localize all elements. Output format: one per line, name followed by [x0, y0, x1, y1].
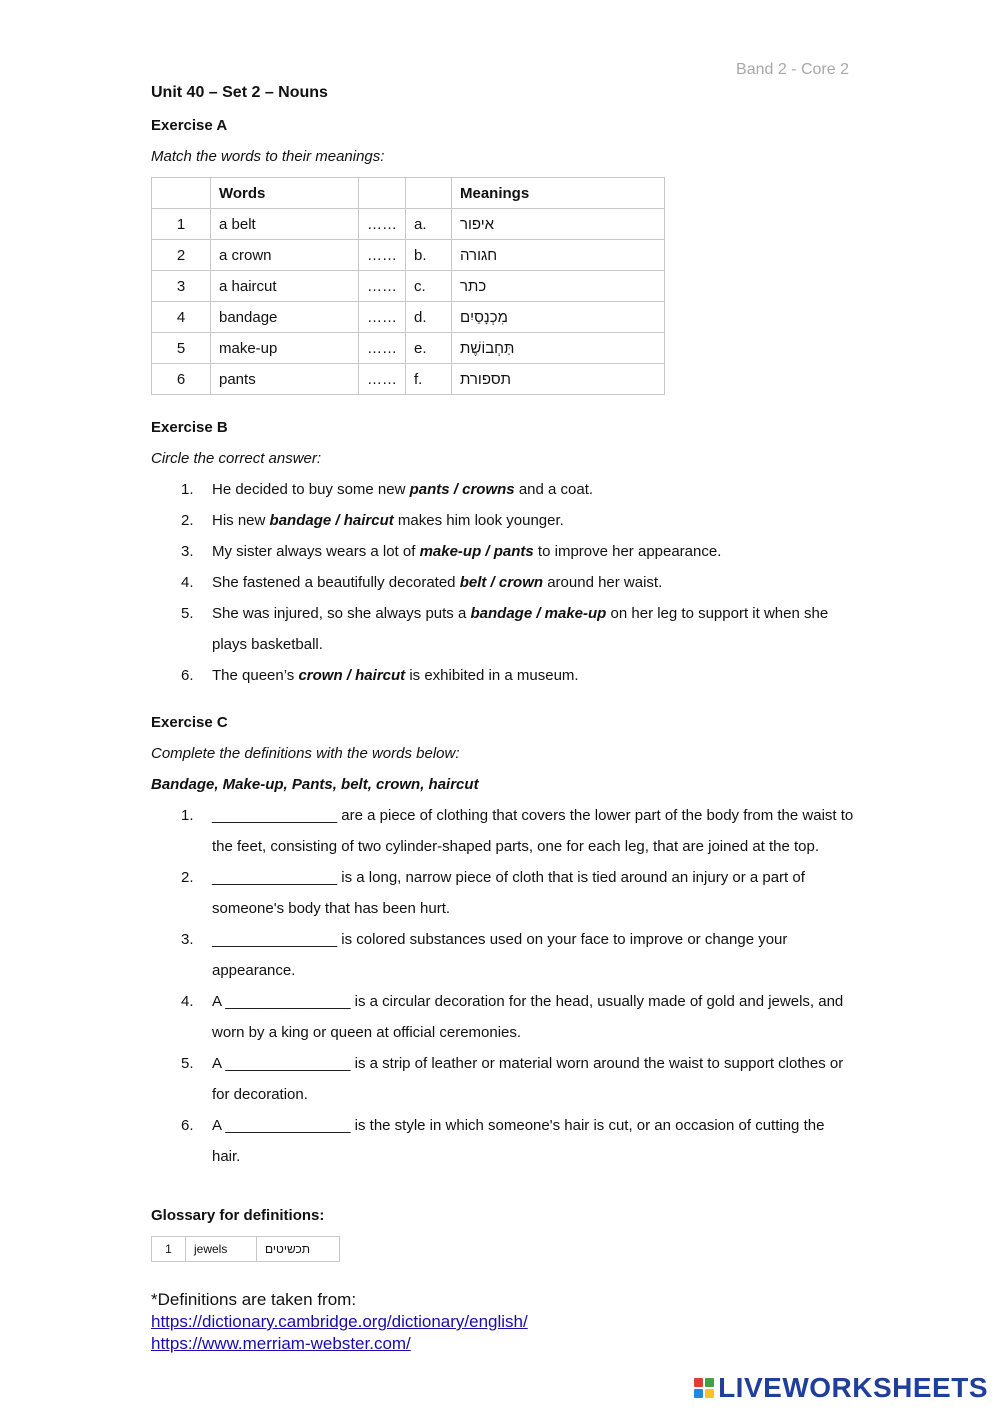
meaning-letter: f. — [406, 364, 452, 395]
word-cell: a haircut — [211, 271, 359, 302]
merriam-webster-link[interactable]: https://www.merriam-webster.com/ — [151, 1334, 411, 1353]
cambridge-link[interactable]: https://dictionary.cambridge.org/dictionary/english/ — [151, 1312, 528, 1331]
meaning-cell: תַּחְבוֹשֶׁת — [460, 339, 515, 357]
list-item — [151, 862, 856, 924]
answer-blank[interactable]: …… — [359, 240, 406, 271]
list-item: 2. His new bandage / haircut makes him look younger. — [151, 505, 856, 536]
logo-square — [705, 1389, 714, 1398]
glossary-word: jewels — [186, 1237, 257, 1262]
definition-text[interactable]: _______________ is colored substances used on your face to improve or change your appearance. — [212, 931, 788, 979]
list-item: 5. She was injured, so she always puts a bandage / make-up on her leg to support it when she plays basketball. — [151, 598, 856, 660]
glossary-meaning: תכשיטים — [265, 1242, 311, 1256]
answer-blank[interactable]: …… — [359, 333, 406, 364]
row-number: 6 — [152, 364, 211, 395]
logo-square — [694, 1378, 703, 1387]
match-row — [152, 209, 665, 240]
list-item — [151, 1110, 856, 1172]
meaning-letter: e. — [406, 333, 452, 364]
match-row — [152, 302, 665, 333]
row-number: 4 — [152, 302, 211, 333]
sources-label: *Definitions are taken from: — [151, 1290, 357, 1309]
meaning-cell: חגורה — [460, 246, 498, 264]
item-number: 1. — [181, 481, 194, 498]
answer-blank[interactable]: …… — [359, 209, 406, 240]
word-cell: bandage — [211, 302, 359, 333]
glossary-table — [151, 1236, 340, 1262]
item-number: 2. — [181, 869, 194, 886]
band-label: Band 2 - Core 2 — [736, 61, 849, 78]
match-table-header — [152, 178, 665, 209]
row-number: 1 — [152, 209, 211, 240]
match-table — [151, 177, 665, 395]
answer-choice[interactable]: make-up / pants — [419, 543, 534, 560]
answer-blank[interactable]: …… — [359, 302, 406, 333]
meaning-cell: תספורת — [460, 370, 512, 388]
item-number: 1. — [181, 807, 194, 824]
word-bank: Bandage, Make-up, Pants, belt, crown, haircut — [151, 776, 479, 793]
item-number: 3. — [181, 931, 194, 948]
exercise-a-instruction: Match the words to their meanings: — [151, 148, 385, 165]
item-number: 5. — [181, 1055, 194, 1072]
meaning-cell: כתר — [460, 277, 487, 295]
item-number: 4. — [181, 574, 194, 591]
exercise-c-instruction: Complete the definitions with the words below: — [151, 745, 460, 762]
answer-choice[interactable]: crown / haircut — [298, 667, 406, 684]
item-number: 4. — [181, 993, 194, 1010]
list-item — [151, 924, 856, 986]
list-item — [151, 800, 856, 862]
list-item — [151, 986, 856, 1048]
meaning-letter: a. — [406, 209, 452, 240]
match-row — [152, 271, 665, 302]
meaning-cell: איפור — [460, 215, 495, 233]
logo-square — [705, 1378, 714, 1387]
row-number: 2 — [152, 240, 211, 271]
match-row — [152, 333, 665, 364]
exercise-a-heading: Exercise A — [151, 117, 228, 134]
item-number: 5. — [181, 605, 194, 622]
table-row — [152, 1237, 340, 1262]
liveworksheets-logo[interactable] — [694, 1372, 988, 1404]
answer-choice[interactable]: belt / crown — [459, 574, 544, 591]
exercise-c-list — [151, 800, 856, 1172]
definition-text[interactable]: _______________ is a long, narrow piece of cloth that is tied around an injury or a part of someone's body that has been hurt. — [212, 869, 805, 917]
item-number: 6. — [181, 1117, 194, 1134]
meaning-letter: c. — [406, 271, 452, 302]
answer-choice[interactable]: bandage / haircut — [269, 512, 394, 529]
meanings-column-header: Meanings — [452, 178, 665, 209]
words-column-header: Words — [211, 178, 359, 209]
word-cell: a crown — [211, 240, 359, 271]
glossary-heading: Glossary for definitions: — [151, 1207, 325, 1224]
item-number: 3. — [181, 543, 194, 560]
match-row — [152, 364, 665, 395]
answer-choice[interactable]: bandage / make-up — [470, 605, 607, 622]
meaning-letter: d. — [406, 302, 452, 333]
list-item: 3. My sister always wears a lot of make-up / pants to improve her appearance. — [151, 536, 856, 567]
word-cell: make-up — [211, 333, 359, 364]
page-title: Unit 40 – Set 2 – Nouns — [151, 84, 328, 101]
item-number: 2. — [181, 512, 194, 529]
meaning-cell: מִכְנָסַיִם — [460, 308, 508, 326]
list-item: 6. The queen’s crown / haircut is exhibited in a museum. — [151, 660, 856, 691]
row-number: 5 — [152, 333, 211, 364]
definition-text[interactable]: A _______________ is a strip of leather or material worn around the waist to support clothes or for decoration. — [212, 1055, 844, 1103]
meaning-letter: b. — [406, 240, 452, 271]
word-cell: pants — [211, 364, 359, 395]
answer-blank[interactable]: …… — [359, 271, 406, 302]
logo-text: LIVEWORKSHEETS — [718, 1372, 988, 1403]
exercise-b-instruction: Circle the correct answer: — [151, 450, 322, 467]
answer-choice[interactable]: pants / crowns — [409, 481, 515, 498]
item-number: 6. — [181, 667, 194, 684]
exercise-b-heading: Exercise B — [151, 419, 228, 436]
match-row — [152, 240, 665, 271]
definition-text[interactable]: A _______________ is the style in which someone's hair is cut, or an occasion of cutting the hair. — [212, 1117, 825, 1165]
list-item: 4. She fastened a beautifully decorated belt / crown around her waist. — [151, 567, 856, 598]
list-item — [151, 1048, 856, 1110]
sources-block — [151, 1289, 528, 1355]
row-number: 3 — [152, 271, 211, 302]
word-cell: a belt — [211, 209, 359, 240]
answer-blank[interactable]: …… — [359, 364, 406, 395]
list-item: 1. He decided to buy some new pants / crowns and a coat. — [151, 474, 856, 505]
exercise-c-heading: Exercise C — [151, 714, 228, 731]
glossary-number: 1 — [152, 1237, 186, 1262]
exercise-b-list — [151, 474, 856, 691]
definition-text[interactable]: _______________ are a piece of clothing that covers the lower part of the body from the waist to the feet, consisting of two cylinder-shaped parts, one for each leg, that are joined at the top. — [212, 807, 854, 855]
logo-grid-icon — [694, 1378, 714, 1398]
definition-text[interactable]: A _______________ is a circular decoration for the head, usually made of gold and jewels, and worn by a king or queen at official ceremonies. — [212, 993, 844, 1041]
logo-square — [694, 1389, 703, 1398]
